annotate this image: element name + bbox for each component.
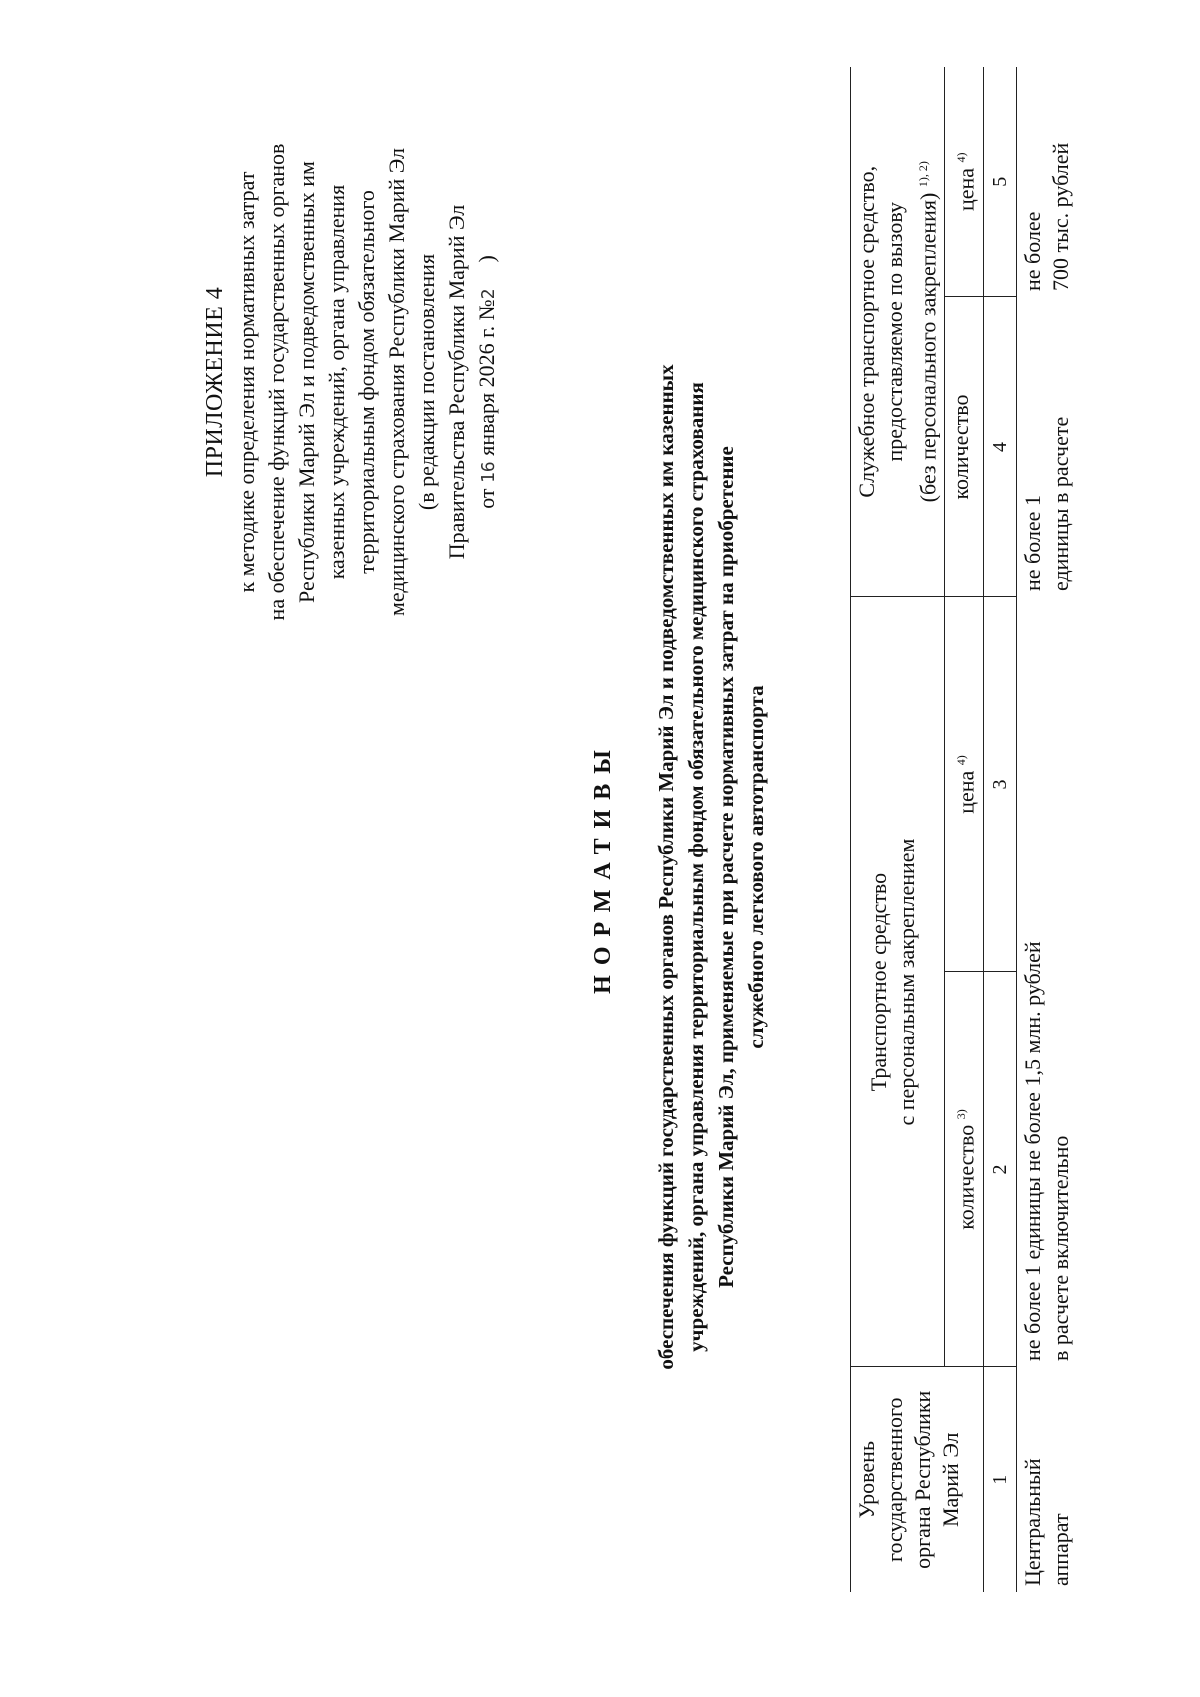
appendix-line: к методике определения нормативных затрат [234,171,259,593]
heading-subtitle-line: служебного легкового автотранспорта [744,685,768,1049]
date-close: ) [474,255,499,263]
column-number: 2 [983,972,1016,1367]
heading-subtitle-line: обеспечения функций государственных органов Республики Марий Эл и подведомственных им казенных [654,364,678,1370]
appendix-line: медицинского страхования Республики Марий Эл [384,147,409,617]
column-number: 1 [983,1367,1016,1592]
footnote-mark: 1), 2) [916,161,930,188]
date-day: 16 [478,461,499,483]
appendix-title: ПРИЛОЖЕНИЕ 4 [202,286,228,478]
header-level: Уровень государственного органа Республики Марий Эл [851,1367,984,1592]
date-prefix: от [474,488,499,509]
heading-subtitle-line: Республики Марий Эл, применяемые при расчете нормативных затрат на приобретение [714,446,738,1288]
header-personal-vehicle: Транспортное средство с персональным закреплением [851,597,945,1367]
norms-table [850,67,1077,1592]
appendix-line: (в редакции постановления [414,253,439,511]
appendix-line: казенных учреждений, органа управления [324,184,349,580]
header-quantity-2: количество [945,297,983,597]
column-number: 5 [983,67,1016,297]
header-on-call-vehicle: Служебное транспортное средство, предоставляемое по вызову (без персонального закрепления) $^{1), 2)}$ [851,67,945,597]
appendix-line: на обеспечение функций государственных органов [264,143,289,621]
document-heading [590,217,771,1517]
appendix-date-line [472,102,504,662]
appendix-block [200,102,504,662]
cell-level: Центральный аппарат [1019,1458,1073,1586]
cell-on-call-price: не более 700 тыс. рублей [1019,142,1073,291]
column-number: 3 [983,597,1016,972]
appendix-line: территориальным фондом обязательного [354,190,379,574]
cell-on-call-quantity: не более 1 единицы в расчете [1019,416,1073,591]
date-number: 2 [478,288,499,300]
appendix-line: Правительства Республики Марий Эл [444,204,469,560]
table-row [1016,67,1077,1592]
column-number: 4 [983,297,1016,597]
footnote-mark: 4) [954,755,969,766]
appendix-line: Республики Марий Эл и подведомственных им [294,161,319,603]
header-quantity-1: количество $^{3)}$ [945,972,983,1367]
footnote-mark: 4) [954,152,969,163]
header-price-2: цена $^{4)}$ [953,152,979,212]
heading-subtitle-line: учреждений, органа управления территориальным фондом обязательного медицинского страхования [684,382,708,1352]
footnote-mark: 3) [954,1109,969,1120]
cell-personal-vehicle-norm: не более 1 единицы не более 1,5 млн. рублей в расчете включительно [1019,941,1073,1361]
header-price-1: цена $^{4)}$ [945,597,983,972]
date-rest: января 2026 г. № [474,299,499,456]
heading-title: НОРМАТИВЫ [590,740,616,994]
